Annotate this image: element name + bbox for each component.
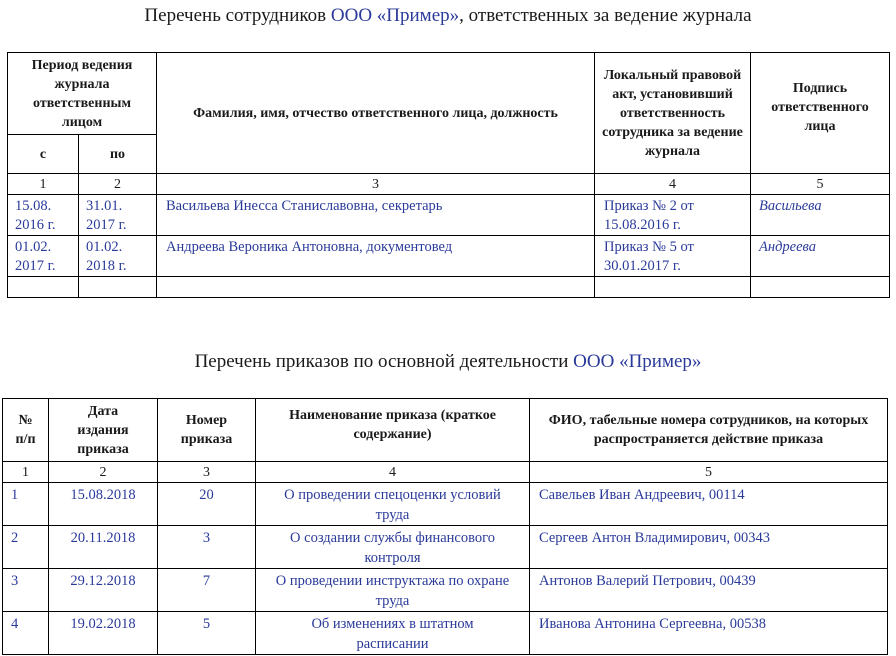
- cell-name: Васильева Инесса Станиславовна, секретарь: [157, 195, 595, 236]
- cell-date: 29.12.2018: [49, 569, 158, 612]
- table-row: [8, 277, 890, 298]
- cell-to: 01.02. 2018 г.: [79, 236, 157, 277]
- cell-employees: Антонов Валерий Петрович, 00439: [530, 569, 888, 612]
- cell-no: 1: [3, 483, 49, 526]
- col-number: 2: [49, 462, 158, 483]
- cell-order-number: 20: [158, 483, 256, 526]
- cell-from: [8, 277, 79, 298]
- header-number: Номер приказа: [158, 399, 256, 462]
- cell-from: 01.02. 2017 г.: [8, 236, 79, 277]
- table-row: [3, 612, 888, 655]
- cell-order-title: О создании службы финансового контроля: [256, 526, 530, 569]
- table1-title-suffix: , ответственных за ведение журнала: [459, 5, 752, 26]
- cell-order-title: О проведении спецоценки условий труда: [256, 483, 530, 526]
- cell-order-title: Об изменениях в штатном расписании: [256, 612, 530, 655]
- header-from: с: [8, 135, 79, 174]
- header-employees: ФИО, табельные номера сотрудников, на которых распространяется действие приказа: [530, 399, 888, 462]
- cell-signature: [751, 277, 890, 298]
- table1-title-company: ООО «Пример»: [330, 5, 460, 26]
- cell-date: 15.08.2018: [49, 483, 158, 526]
- table-row: [8, 236, 890, 277]
- col-number: 5: [751, 174, 890, 195]
- table1-title-prefix: Перечень сотрудников: [144, 5, 331, 26]
- responsible-employees-table: [7, 52, 890, 298]
- col-number: 1: [8, 174, 79, 195]
- col-number: 3: [157, 174, 595, 195]
- col-number: 4: [595, 174, 751, 195]
- col-number: 5: [530, 462, 888, 483]
- cell-date: 20.11.2018: [49, 526, 158, 569]
- cell-date: 19.02.2018: [49, 612, 158, 655]
- header-title: Наименование приказа (краткое содержание): [256, 399, 530, 462]
- col-number: 2: [79, 174, 157, 195]
- cell-from: 15.08. 2016 г.: [8, 195, 79, 236]
- cell-no: 4: [3, 612, 49, 655]
- cell-signature: Андреева: [751, 236, 890, 277]
- col-number: 1: [3, 462, 49, 483]
- table-row: [3, 483, 888, 526]
- cell-to: [79, 277, 157, 298]
- table-row: [3, 569, 888, 612]
- col-number: 4: [256, 462, 530, 483]
- cell-name: Андреева Вероника Антоновна, документовед: [157, 236, 595, 277]
- header-no: № п/п: [3, 399, 49, 462]
- table2-title: [0, 351, 896, 373]
- cell-employees: Сергеев Антон Владимирович, 00343: [530, 526, 888, 569]
- table1-title: [0, 5, 896, 27]
- cell-order-number: 7: [158, 569, 256, 612]
- table2-title-prefix: Перечень приказов по основной деятельности: [194, 351, 574, 372]
- cell-order-number: 5: [158, 612, 256, 655]
- cell-act: [595, 277, 751, 298]
- cell-no: 2: [3, 526, 49, 569]
- cell-order-title: О проведении инструктажа по охране труда: [256, 569, 530, 612]
- cell-signature: Васильева: [751, 195, 890, 236]
- cell-name: [157, 277, 595, 298]
- orders-table: [2, 398, 888, 655]
- header-name: Фамилия, имя, отчество ответственного лица, должность: [157, 53, 595, 174]
- table-row: [3, 526, 888, 569]
- header-to: по: [79, 135, 157, 174]
- col-number: 3: [158, 462, 256, 483]
- cell-act: Приказ № 5 от 30.01.2017 г.: [595, 236, 751, 277]
- table-row: [8, 195, 890, 236]
- table2-title-company: ООО «Пример»: [573, 351, 702, 372]
- cell-order-number: 3: [158, 526, 256, 569]
- cell-act: Приказ № 2 от 15.08.2016 г.: [595, 195, 751, 236]
- header-act: Локальный правовой акт, установивший ответственность сотрудника за ведение журнала: [595, 53, 751, 174]
- header-date: Дата издания приказа: [49, 399, 158, 462]
- cell-to: 31.01. 2017 г.: [79, 195, 157, 236]
- header-period: Период ведения журнала ответственным лицом: [8, 53, 157, 135]
- cell-employees: Савельев Иван Андреевич, 00114: [530, 483, 888, 526]
- cell-no: 3: [3, 569, 49, 612]
- header-signature: Подпись ответственного лица: [751, 53, 890, 174]
- cell-employees: Иванова Антонина Сергеевна, 00538: [530, 612, 888, 655]
